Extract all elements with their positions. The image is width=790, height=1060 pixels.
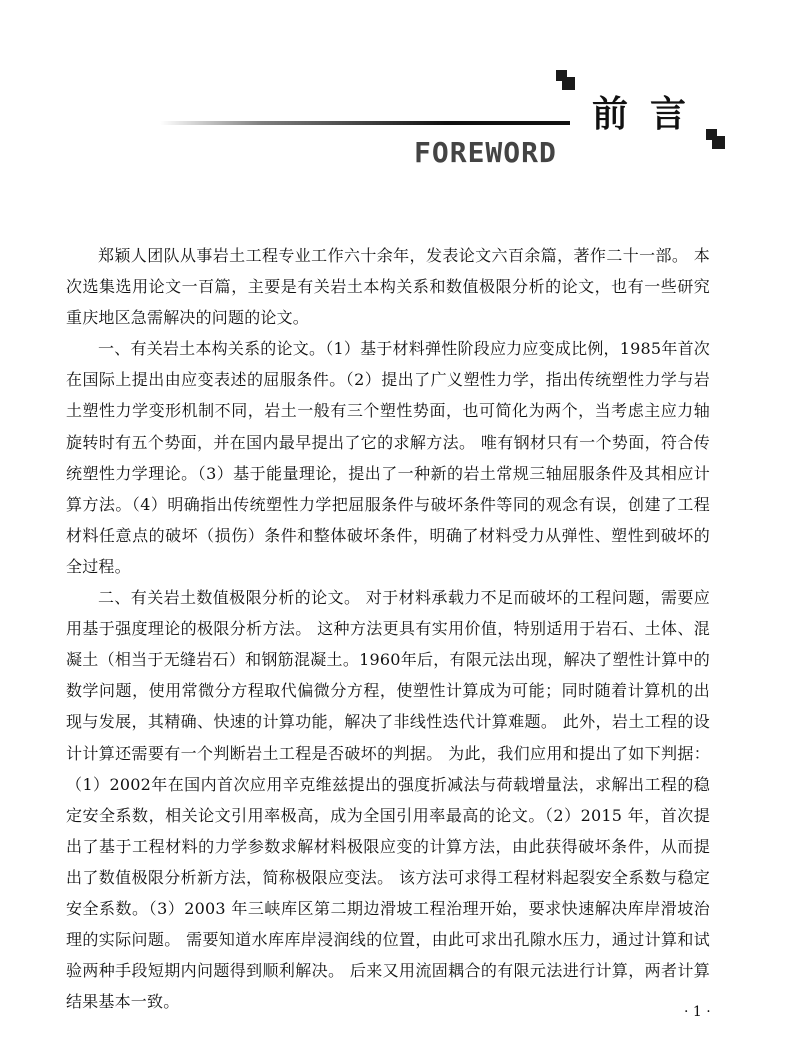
page-number: · 1 ·	[684, 1004, 711, 1020]
paragraph-intro: 郑颖人团队从事岩土工程专业工作六十余年，发表论文六百余篇，著作二十一部。 本次选集选用论文一百篇，主要是有关岩土本构关系和数值极限分析的论文，也有一些研究重庆地区急需解决的问题的论文。	[66, 246, 710, 328]
body-text	[66, 240, 710, 1017]
page-title: 前言	[592, 94, 709, 135]
decorative-square-top-2	[562, 77, 575, 90]
header-rule	[160, 121, 570, 125]
paragraph-constitutive: 一、有关岩土本构关系的论文。（1）基于材料弹性阶段应力应变成比例，1985年首次在国际上提出由应变表述的屈服条件。（2）提出了广义塑性力学，指出传统塑性力学与岩土塑性力学变形机制不同，岩土一般有三个塑性势面，也可简化为两个，当考虑主应力轴旋转时有五个势面，并在国内最早提出了它的求解方法。 唯有钢材只有一个势面，符合传统塑性力学理论。（3）基于能量理论，提出了一种新的岩土常规三轴屈服条件及其相应计算方法。（4）明确指出传统塑性力学把屈服条件与破坏条件等同的观念有误，创建了工程材料任意点的破坏（损伤）条件和整体破坏条件，明确了材料受力从弹性、塑性到破坏的全过程。	[66, 339, 710, 576]
decorative-square-right-2	[712, 136, 725, 149]
paragraph-limit-analysis: 二、有关岩土数值极限分析的论文。 对于材料承载力不足而破坏的工程问题，需要应用基于强度理论的极限分析方法。 这种方法更具有实用价值，特别适用于岩石、土体、混凝土（相当于无缝岩石）和钢筋混凝土。1960年后，有限元法出现，解决了塑性计算中的数学问题，使用常微分方程取代偏微分方程，使塑性计算成为可能；同时随着计算机的出现与发展，其精确、快速的计算功能，解决了非线性迭代计算难题。 此外，岩土工程的设计计算还需要有一个判断岩土工程是否破坏的判据。 为此，我们应用和提出了如下判据：（1）2002年在国内首次应用辛克维兹提出的强度折减法与荷载增量法，求解出工程的稳定安全系数，相关论文引用率极高，成为全国引用率最高的论文。（2）2015 年，首次提出了基于工程材料的力学参数求解材料极限应变的计算方法，由此获得破坏条件，从而提出了数值极限分析新方法，简称极限应变法。 该方法可求得工程材料起裂安全系数与稳定安全系数。（3）2003 年三峡库区第二期边滑坡工程治理开始，要求快速解决库岸滑坡治理的实际问题。 需要知道水库库岸浸润线的位置，由此可求出孔隙水压力，通过计算和试验两种手段短期内问题得到顺利解决。 后来又用流固耦合的有限元法进行计算，两者计算结果基本一致。	[66, 588, 710, 1012]
page-subtitle-en: FOREWORD	[414, 136, 557, 169]
